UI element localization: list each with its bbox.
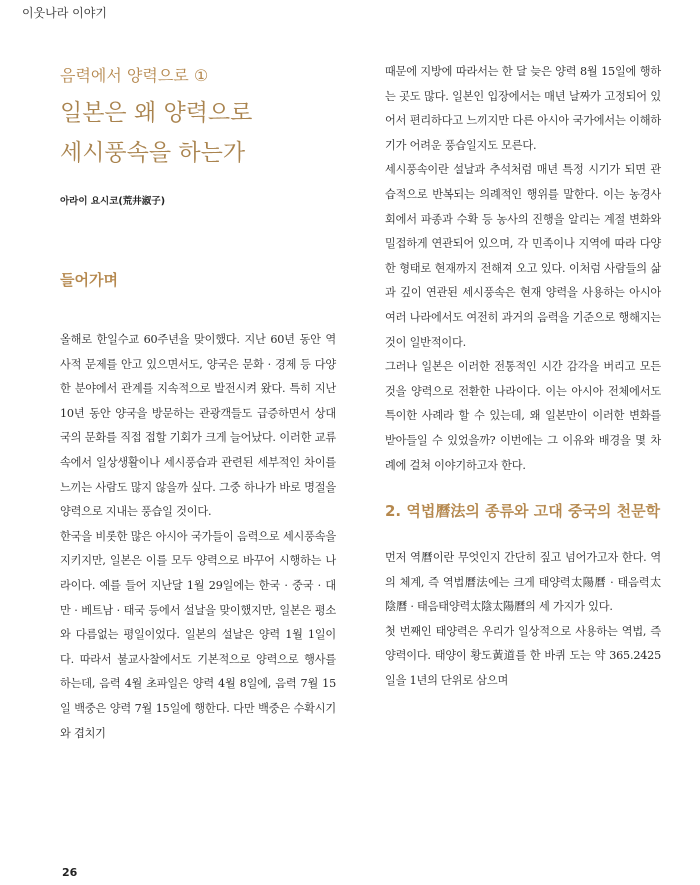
- title-line-2: 세시풍속을 하는가: [60, 140, 246, 166]
- paragraph: 세시풍속이란 설날과 추석처럼 매년 특정 시기가 되면 관습적으로 반복되는 의례적인 행위를 말한다. 이는 농경사회에서 파종과 수확 등 농사의 진행을 알리는 계절 변화와 밀접하게 연관되어 있으며, 각 민족이나 지역에 따라 다양한 형태로 현재까지 전해져 오고 있다. 이처럼 사람들의 삶과 깊이 연관된 세시풍속은 현재 양력을 사용하는 아시아 여러 나라에서도 여전히 과거의 음력을 기준으로 행해지는 것이 일반적이다.: [385, 163, 661, 349]
- series-title: 음력에서 양력으로 ①: [60, 66, 209, 85]
- paragraph: 한국을 비롯한 많은 아시아 국가들이 음력으로 세시풍속을 지키지만, 일본은 이를 모두 양력으로 바꾸어 시행하는 나라이다. 예를 들어 지난달 1월 29일에는 한국 · 중국 · 대만 · 베트남 · 태국 등에서 설날을 맞이했지만, 일본은 평소와 다름없는 평일이었다. 일본의 설날은 양력 1월 1일이다. 따라서 불교사찰에서도 기본적으로 양력으로 행사를 하는데, 음력 4월 초파일은 양력 4월 8일에, 음력 7월 15일 백중은 양력 7월 15일에 행한다. 다만 백중은 수확시기와 겹치기: [60, 529, 336, 740]
- left-body: [60, 328, 336, 746]
- page-number: 26: [62, 866, 78, 879]
- paragraph: 먼저 역曆이란 무엇인지 간단히 짚고 넘어가고자 한다. 역의 체계, 즉 역법曆法에는 크게 태양력太陽曆 · 태음력太陰曆 · 태음태양력太陰太陽曆의 세 가지가 있다.: [385, 551, 661, 614]
- paragraph: 올해로 한일수교 60주년을 맞이했다. 지난 60년 동안 역사적 문제를 안고 있으면서도, 양국은 문화 · 경제 등 다양한 분야에서 관계를 지속적으로 발전시켜 왔다. 특히 지난 10년 동안 양국을 방문하는 관광객들도 급증하면서 상대국의 문화를 직접 접할 기회가 크게 늘어났다. 이러한 교류 속에서 일상생활이나 세시풍습과 관련된 세부적인 차이를 느끼는 사람도 많지 않을까 싶다. 그중 하나가 바로 명절을 양력으로 지내는 풍습일 것이다.: [60, 333, 336, 519]
- article-title: [60, 93, 336, 173]
- right-body-2: [385, 546, 661, 694]
- paragraph: 때문에 지방에 따라서는 한 달 늦은 양력 8월 15일에 행하는 곳도 많다. 일본인 입장에서는 매년 날짜가 고정되어 있어서 편리하다고 느끼지만 다른 아시아 국가에서는 이해하기가 어려운 풍습일지도 모른다.: [385, 65, 661, 152]
- left-column: [60, 60, 336, 746]
- running-head: 이웃나라 이야기: [22, 6, 107, 20]
- author-byline: 아라이 요시코(荒井淑子): [60, 196, 166, 207]
- section-heading-calendar: 2. 역법曆法의 종류와 고대 중국의 천문학: [385, 502, 661, 521]
- paragraph: 그러나 일본은 이러한 전통적인 시간 감각을 버리고 모든 것을 양력으로 전환한 나라이다. 이는 아시아 전체에서도 특이한 사례라 할 수 있는데, 왜 일본만이 이러한 변화를 받아들일 수 있었을까? 이번에는 그 이유와 배경을 몇 차례에 걸쳐 이야기하고자 한다.: [385, 360, 661, 472]
- right-column: [385, 60, 661, 694]
- paragraph: 첫 번째인 태양력은 우리가 일상적으로 사용하는 역법, 즉 양력이다. 태양이 황도黃道를 한 바퀴 도는 약 365.2425일을 1년의 단위로 삼으며: [385, 624, 661, 688]
- section-heading-intro: 들어가며: [60, 271, 118, 289]
- title-line-1: 일본은 왜 양력으로: [60, 100, 253, 126]
